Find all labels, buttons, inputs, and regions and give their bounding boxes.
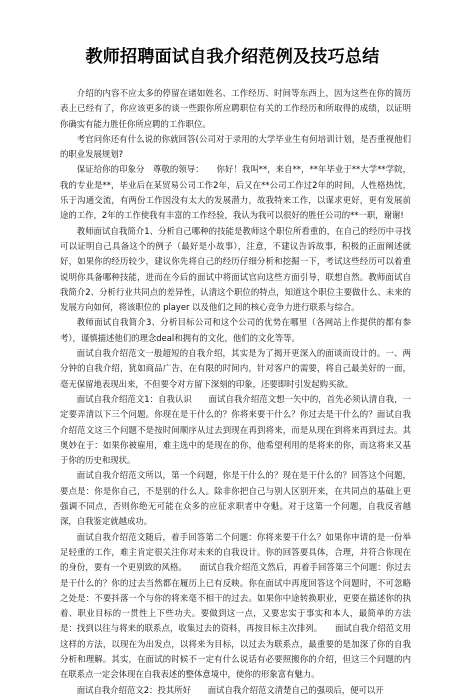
paragraph: 教师面试自我简介3、分析目标公司和这个公司的优势在哪里（各网站上作提供的都有参考），谨慎描述他们的理念deal和拥有的文化，他们的文化等等。: [60, 317, 411, 343]
paragraph: 保证给你的印象分 尊敬的领导： 你好！我叫**，来自**，**年毕业于**大学**学院，我的专业是**，毕业后在某贸易公司工作2年，后又在**公司工作过2年的时间，人性格热忱，乐于沟通交流，有两份工作因没有太大的发展潜力，故我特来工作，以谋求更好，更有发展前途的工作，2年的工作使我有丰富的工作经验，我认为我可以很好的胜任公司的**一职，谢谢!: [60, 164, 411, 221]
paragraph: 面试自我介绍范文1：自我认识 面试自我介绍范文想一矢中的，首先必须认清自我，一定要弄清以下三个问题。你现在是干什么的？你将来要干什么？你过去是干什么的？面试自我介绍范文这三个问题不是按时间顺序从过去到现在再到将来，而是从现在到将来再到过去。其奥妙在于：如果你被雇用，难主选中的是现在的你，他希望利用的是将来的你，而这将来又基于你的历史和现状。: [60, 393, 411, 466]
paragraph: 面试自我介绍范文随后，着手回答第二个问题：你将来要干什么？如果你申请的是一份举足轻重的工作，难主肯定很关注你对未来的自我设计。你的回答要具体，合理，并符合你现在的身份，要有一个更别致的风格。 面试自我介绍范文然后，再着手回答第三个问题：你过去是干什么的？你的过去当然都在履历上已有反映。你在面试中再度回答这个问题时，不可忽略之处是：不要抖落一个与你的将来毫不相干的过去。如果你中途转换职业，更要在描述你的执着、职业目标的一贯性上下些功夫。要做到这一点，又要忠实于事实和本人，最简单的方法是：找到以往与将来的联系点，收集过去的资料，再按目标主次排列。 面试自我介绍范文用这样的方法，以现在为出发点，以将来为目标，以过去为联系点，最重要的是加深了你的自我分析和理解。其实，在面试的时候不一定有什么说话有必要照搬你的介绍，但这三个问题的内在联系点一定会体现在自我表述的整体意境中，使你的形象富有魅力。: [60, 531, 411, 680]
paragraph: 考官问你还有什么说的你就回答(公司对于录用的大学毕业生有何培训计划，是否重视他们的职业发展规划?: [60, 133, 411, 160]
paragraph: 面试自我介绍范文2：投其所好 面试自我介绍范文清楚自己的强项后，便可以开: [76, 684, 384, 695]
document-body: [60, 86, 411, 698]
paragraph: 面试自我介绍范文一般超短的自我介绍，其实是为了揭开更深入的面谈而设计的。一、两分钟的自我介绍，犹如商品广告，在有限的时间内，针对客户的需要，将自己最美好的一面，毫无保留地表现出来，不但要令对方留下深刻的印象，还要即时引发起购买欲。: [60, 348, 411, 389]
paragraph: 面试自我介绍范文所以，第一个问题，你是干什么的？现在是干什么的？回答这个问题，要点是：你是你自己，不是别的什么人。除非你把自己与别人区别开来，在共同点的基础上更强调不同点，否则你绝无可能在众多的应征求职者中夺魁。对于这第一个问题，自我反省越深，自我鉴定就越成功。: [60, 470, 411, 527]
document-title: 教师招聘面试自我介绍范例及技巧总结: [85, 47, 380, 67]
paragraph: 教师面试自我简介1、分析自己哪种的技能是教师这个职位所看重的，在自己的经历中寻找可以证明自己具备这个的例子（最好是小故事），注意，不建议告诉故事，积极的正面阐述就好，如果你的经历较少，建议你先将自己的经历仔细分析和挖掘一下，考试这些经历可以着重说明你具备哪种技能，进而在今后的面试中将面试官向这些方面引导，联想自然。教师面试自我简介2、分析行业共同点的差异性，认清这个职位的特点，知道这个职位主要做什么、未来的发展方向如何，将该职位的 player 以及他们之间的核心竞争力进行联系与综合。: [60, 225, 411, 313]
paragraph: 介绍的内容不应太多的停留在诸如姓名、工作经历、时间等东西上，因为这些在你的简历表上已经有了，你应该更多的谈一些跟你所应聘职位有关的工作经历和所取得的成绩，以证明你确实有能力胜任你所应聘的工作职位。: [60, 88, 411, 129]
